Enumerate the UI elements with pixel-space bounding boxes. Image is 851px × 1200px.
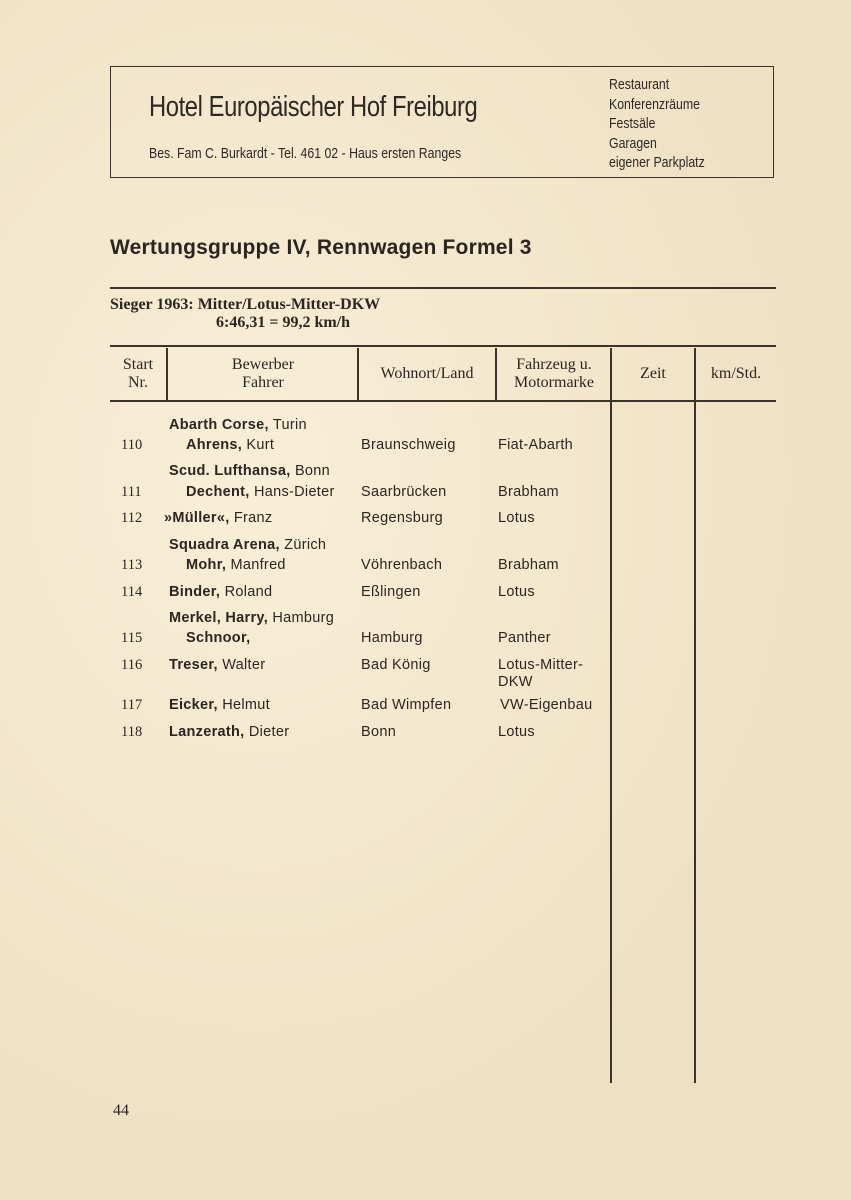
fahrzeug: Lotus [498,510,535,526]
driver [186,484,335,500]
column-separator [694,348,696,400]
fahrzeug: Lotus [498,584,535,600]
fahrzeug: Panther [498,630,551,646]
header-wohnort: Wohnort/Land [380,365,474,382]
fahrzeug: Lotus-Mitter- [498,657,584,673]
driver-surname: »Müller«, [164,510,230,526]
column-separator [610,348,612,400]
winner-time: 6:46,31 = 99,2 km/h [216,314,351,331]
header-kmh: km/Std. [710,365,762,382]
driver [186,630,250,646]
start-number: 117 [121,697,143,713]
service-item: Konferenzräume [609,95,700,113]
header-bewerber-line1: Bewerber [231,356,295,373]
divider [110,287,776,289]
team-line [169,463,330,479]
service-item: Restaurant [609,76,670,93]
team-name: Merkel, Harry, [169,610,269,626]
wohnort: Saarbrücken [361,484,447,500]
driver-surname: Ahrens, [186,437,243,453]
driver-firstname: Hans-Dieter [249,484,335,500]
table-header-bottom-rule [110,400,776,402]
team-name: Abarth Corse, [169,417,269,433]
driver-firstname: Roland [220,584,273,600]
kmh-column-line [694,400,696,1083]
start-number: 113 [121,557,143,573]
driver [169,724,289,740]
driver-firstname: Manfred [226,557,286,573]
start-number: 118 [121,724,143,740]
wohnort: Regensburg [361,510,443,526]
service-item: Garagen [609,134,657,152]
hotel-ad-box [110,66,774,178]
driver [186,557,286,573]
team-city: Bonn [290,463,331,479]
driver [169,697,270,713]
header-bewerber-line2: Fahrer [242,374,284,391]
start-number: 116 [121,657,143,673]
wohnort: Bonn [361,724,397,740]
header-start-line2: Nr. [128,374,148,391]
wohnort: Bad König [361,657,431,673]
header-fahrzeug [497,356,611,392]
driver-surname: Lanzerath, [169,724,245,740]
wohnort: Hamburg [361,630,423,646]
header-fahrzeug-line1: Fahrzeug u. [516,356,592,373]
fahrzeug: Brabham [498,484,559,500]
driver-firstname: Franz [229,510,273,526]
page-number: 44 [113,1102,129,1119]
team-line [169,537,326,553]
start-number: 114 [121,584,143,600]
service-item: eigener Parkplatz [609,154,705,171]
team-name: Scud. Lufthansa, [169,463,291,479]
start-number: 115 [121,630,143,646]
driver-surname: Mohr, [186,557,227,573]
team-city: Hamburg [268,610,335,626]
table-header-top-rule [110,345,776,347]
column-separator [166,348,168,400]
driver-surname: Treser, [169,657,218,673]
driver-surname: Schnoor, [186,630,251,646]
header-start-line1: Start [122,356,154,373]
fahrzeug: VW-Eigenbau [500,697,593,713]
header-fahrzeug-line2: Motormarke [514,374,594,391]
hotel-services [609,75,705,173]
fahrzeug: Fiat-Abarth [498,437,574,453]
fahrzeug: Brabham [498,557,559,573]
wohnort: Eßlingen [361,584,421,600]
start-number: 110 [121,437,143,453]
team-city: Turin [268,417,307,433]
driver-firstname: Kurt [242,437,275,453]
driver [164,510,272,526]
column-separator [357,348,359,400]
fahrzeug-continued: DKW [498,674,533,690]
header-zeit: Zeit [640,365,666,382]
column-separator [495,348,497,400]
driver-firstname: Walter [217,657,266,673]
header-bewerber [168,356,358,392]
hotel-subline: Bes. Fam C. Burkardt - Tel. 461 02 - Haus ersten Ranges [149,145,462,162]
zeit-column-line [610,400,612,1083]
driver-firstname: Helmut [217,697,270,713]
wohnort: Braunschweig [361,437,456,453]
driver-surname: Binder, [169,584,221,600]
header-start [110,356,166,392]
section-title: Wertungsgruppe IV, Rennwagen Formel 3 [110,236,532,259]
driver-surname: Dechent, [186,484,250,500]
driver [186,437,274,453]
start-number: 111 [121,484,142,500]
team-line [169,417,307,433]
driver-firstname: Dieter [244,724,290,740]
team-name: Squadra Arena, [169,537,280,553]
winner-line: Sieger 1963: Mitter/Lotus-Mitter-DKW [110,296,381,313]
team-line [169,610,334,626]
service-item: Festsäle [609,115,656,132]
team-city: Zürich [279,537,327,553]
wohnort: Bad Wimpfen [361,697,452,713]
driver [169,584,272,600]
driver [169,657,265,673]
hotel-name: Hotel Europäischer Hof Freiburg [149,91,478,123]
start-number: 112 [121,510,143,526]
driver-surname: Eicker, [169,697,218,713]
wohnort: Vöhrenbach [361,557,443,573]
fahrzeug: Lotus [498,724,535,740]
